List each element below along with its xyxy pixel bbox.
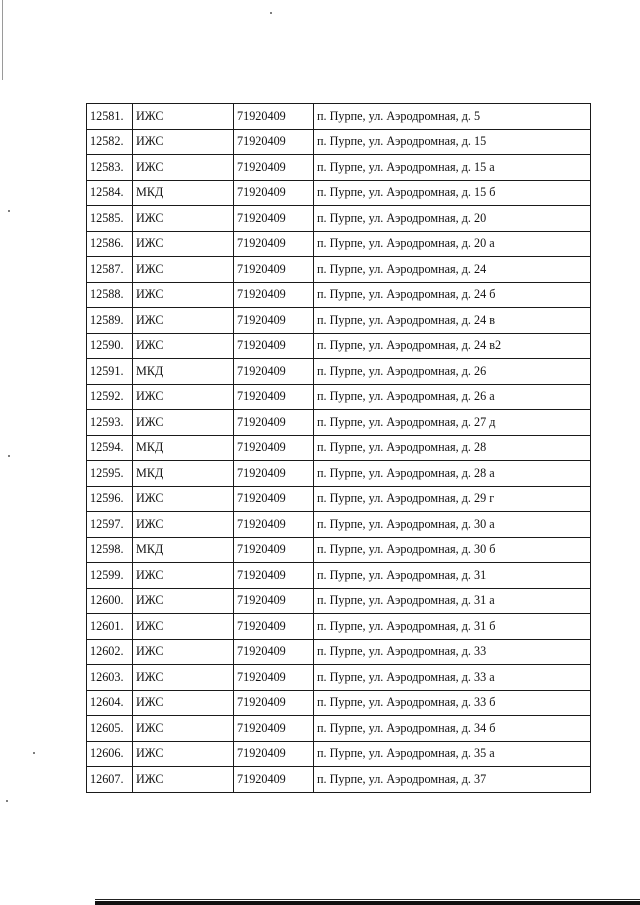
row-number-cell: 12594.	[87, 435, 133, 461]
building-type-cell: ИЖС	[133, 384, 234, 410]
address-cell: п. Пурпе, ул. Аэродромная, д. 20	[314, 206, 591, 232]
address-cell: п. Пурпе, ул. Аэродромная, д. 33 б	[314, 690, 591, 716]
address-cell: п. Пурпе, ул. Аэродромная, д. 31 а	[314, 588, 591, 614]
scan-speck	[8, 210, 10, 212]
table-row	[87, 461, 591, 487]
table-row	[87, 512, 591, 538]
table-row	[87, 435, 591, 461]
oktmo-code-cell: 71920409	[234, 563, 314, 589]
row-number-cell: 12589.	[87, 308, 133, 334]
table-row	[87, 104, 591, 130]
oktmo-code-cell: 71920409	[234, 384, 314, 410]
building-type-cell: ИЖС	[133, 486, 234, 512]
table-row	[87, 639, 591, 665]
table-row	[87, 614, 591, 640]
oktmo-code-cell: 71920409	[234, 665, 314, 691]
page-bottom-bar	[95, 901, 640, 905]
row-number-cell: 12588.	[87, 282, 133, 308]
row-number-cell: 12600.	[87, 588, 133, 614]
address-cell: п. Пурпе, ул. Аэродромная, д. 27 д	[314, 410, 591, 436]
address-cell: п. Пурпе, ул. Аэродромная, д. 31 б	[314, 614, 591, 640]
row-number-cell: 12601.	[87, 614, 133, 640]
building-type-cell: ИЖС	[133, 333, 234, 359]
address-cell: п. Пурпе, ул. Аэродромная, д. 28	[314, 435, 591, 461]
address-cell: п. Пурпе, ул. Аэродромная, д. 20 а	[314, 231, 591, 257]
table-row	[87, 410, 591, 436]
oktmo-code-cell: 71920409	[234, 588, 314, 614]
table-row	[87, 308, 591, 334]
building-type-cell: ИЖС	[133, 690, 234, 716]
table-row	[87, 588, 591, 614]
table-row	[87, 690, 591, 716]
oktmo-code-cell: 71920409	[234, 155, 314, 181]
address-cell: п. Пурпе, ул. Аэродромная, д. 35 а	[314, 741, 591, 767]
scan-speck	[6, 800, 8, 802]
oktmo-code-cell: 71920409	[234, 282, 314, 308]
scan-speck	[8, 455, 10, 457]
building-type-cell: ИЖС	[133, 665, 234, 691]
row-number-cell: 12605.	[87, 716, 133, 742]
row-number-cell: 12593.	[87, 410, 133, 436]
building-type-cell: ИЖС	[133, 308, 234, 334]
building-type-cell: ИЖС	[133, 206, 234, 232]
oktmo-code-cell: 71920409	[234, 308, 314, 334]
row-number-cell: 12606.	[87, 741, 133, 767]
oktmo-code-cell: 71920409	[234, 486, 314, 512]
address-cell: п. Пурпе, ул. Аэродромная, д. 33 а	[314, 665, 591, 691]
table-row	[87, 665, 591, 691]
row-number-cell: 12591.	[87, 359, 133, 385]
row-number-cell: 12590.	[87, 333, 133, 359]
table-row	[87, 563, 591, 589]
row-number-cell: 12598.	[87, 537, 133, 563]
building-type-cell: ИЖС	[133, 282, 234, 308]
page-bottom-rule	[95, 899, 640, 900]
building-type-cell: ИЖС	[133, 614, 234, 640]
address-cell: п. Пурпе, ул. Аэродромная, д. 24 б	[314, 282, 591, 308]
building-type-cell: МКД	[133, 461, 234, 487]
table-row	[87, 537, 591, 563]
table-row	[87, 767, 591, 793]
row-number-cell: 12581.	[87, 104, 133, 130]
row-number-cell: 12607.	[87, 767, 133, 793]
oktmo-code-cell: 71920409	[234, 129, 314, 155]
building-type-cell: ИЖС	[133, 155, 234, 181]
oktmo-code-cell: 71920409	[234, 716, 314, 742]
address-cell: п. Пурпе, ул. Аэродромная, д. 15	[314, 129, 591, 155]
table-row	[87, 716, 591, 742]
building-type-cell: ИЖС	[133, 104, 234, 130]
oktmo-code-cell: 71920409	[234, 767, 314, 793]
table-row	[87, 231, 591, 257]
address-cell: п. Пурпе, ул. Аэродромная, д. 24 в	[314, 308, 591, 334]
row-number-cell: 12604.	[87, 690, 133, 716]
row-number-cell: 12597.	[87, 512, 133, 538]
building-type-cell: ИЖС	[133, 129, 234, 155]
address-cell: п. Пурпе, ул. Аэродромная, д. 26	[314, 359, 591, 385]
address-cell: п. Пурпе, ул. Аэродромная, д. 31	[314, 563, 591, 589]
oktmo-code-cell: 71920409	[234, 690, 314, 716]
building-type-cell: ИЖС	[133, 512, 234, 538]
oktmo-code-cell: 71920409	[234, 410, 314, 436]
registry-table-body	[87, 104, 591, 793]
oktmo-code-cell: 71920409	[234, 359, 314, 385]
address-registry-table	[86, 103, 591, 793]
oktmo-code-cell: 71920409	[234, 741, 314, 767]
address-cell: п. Пурпе, ул. Аэродромная, д. 15 а	[314, 155, 591, 181]
address-cell: п. Пурпе, ул. Аэродромная, д. 26 а	[314, 384, 591, 410]
address-cell: п. Пурпе, ул. Аэродромная, д. 33	[314, 639, 591, 665]
table-row	[87, 282, 591, 308]
row-number-cell: 12584.	[87, 180, 133, 206]
oktmo-code-cell: 71920409	[234, 435, 314, 461]
scan-speck	[33, 752, 35, 754]
row-number-cell: 12592.	[87, 384, 133, 410]
address-cell: п. Пурпе, ул. Аэродромная, д. 24 в2	[314, 333, 591, 359]
row-number-cell: 12587.	[87, 257, 133, 283]
row-number-cell: 12582.	[87, 129, 133, 155]
building-type-cell: ИЖС	[133, 639, 234, 665]
row-number-cell: 12602.	[87, 639, 133, 665]
oktmo-code-cell: 71920409	[234, 537, 314, 563]
oktmo-code-cell: 71920409	[234, 180, 314, 206]
table-row	[87, 741, 591, 767]
row-number-cell: 12603.	[87, 665, 133, 691]
building-type-cell: ИЖС	[133, 741, 234, 767]
building-type-cell: МКД	[133, 537, 234, 563]
table-row	[87, 155, 591, 181]
building-type-cell: ИЖС	[133, 767, 234, 793]
table-row	[87, 359, 591, 385]
oktmo-code-cell: 71920409	[234, 639, 314, 665]
oktmo-code-cell: 71920409	[234, 104, 314, 130]
table-row	[87, 486, 591, 512]
address-cell: п. Пурпе, ул. Аэродромная, д. 5	[314, 104, 591, 130]
table-row	[87, 180, 591, 206]
building-type-cell: МКД	[133, 359, 234, 385]
building-type-cell: ИЖС	[133, 410, 234, 436]
row-number-cell: 12583.	[87, 155, 133, 181]
address-cell: п. Пурпе, ул. Аэродромная, д. 28 а	[314, 461, 591, 487]
table-row	[87, 257, 591, 283]
building-type-cell: МКД	[133, 435, 234, 461]
oktmo-code-cell: 71920409	[234, 333, 314, 359]
building-type-cell: ИЖС	[133, 563, 234, 589]
building-type-cell: ИЖС	[133, 588, 234, 614]
scan-speck	[270, 12, 272, 14]
address-cell: п. Пурпе, ул. Аэродромная, д. 30 б	[314, 537, 591, 563]
address-cell: п. Пурпе, ул. Аэродромная, д. 24	[314, 257, 591, 283]
building-type-cell: МКД	[133, 180, 234, 206]
oktmo-code-cell: 71920409	[234, 512, 314, 538]
row-number-cell: 12586.	[87, 231, 133, 257]
table-row	[87, 384, 591, 410]
table-row	[87, 206, 591, 232]
table-row	[87, 333, 591, 359]
address-cell: п. Пурпе, ул. Аэродромная, д. 29 г	[314, 486, 591, 512]
building-type-cell: ИЖС	[133, 257, 234, 283]
address-cell: п. Пурпе, ул. Аэродромная, д. 30 а	[314, 512, 591, 538]
table-row	[87, 129, 591, 155]
row-number-cell: 12595.	[87, 461, 133, 487]
oktmo-code-cell: 71920409	[234, 257, 314, 283]
address-cell: п. Пурпе, ул. Аэродромная, д. 37	[314, 767, 591, 793]
address-cell: п. Пурпе, ул. Аэродромная, д. 34 б	[314, 716, 591, 742]
row-number-cell: 12599.	[87, 563, 133, 589]
oktmo-code-cell: 71920409	[234, 231, 314, 257]
oktmo-code-cell: 71920409	[234, 614, 314, 640]
building-type-cell: ИЖС	[133, 231, 234, 257]
oktmo-code-cell: 71920409	[234, 206, 314, 232]
row-number-cell: 12585.	[87, 206, 133, 232]
address-cell: п. Пурпе, ул. Аэродромная, д. 15 б	[314, 180, 591, 206]
building-type-cell: ИЖС	[133, 716, 234, 742]
scan-edge-mark	[2, 0, 3, 80]
oktmo-code-cell: 71920409	[234, 461, 314, 487]
row-number-cell: 12596.	[87, 486, 133, 512]
